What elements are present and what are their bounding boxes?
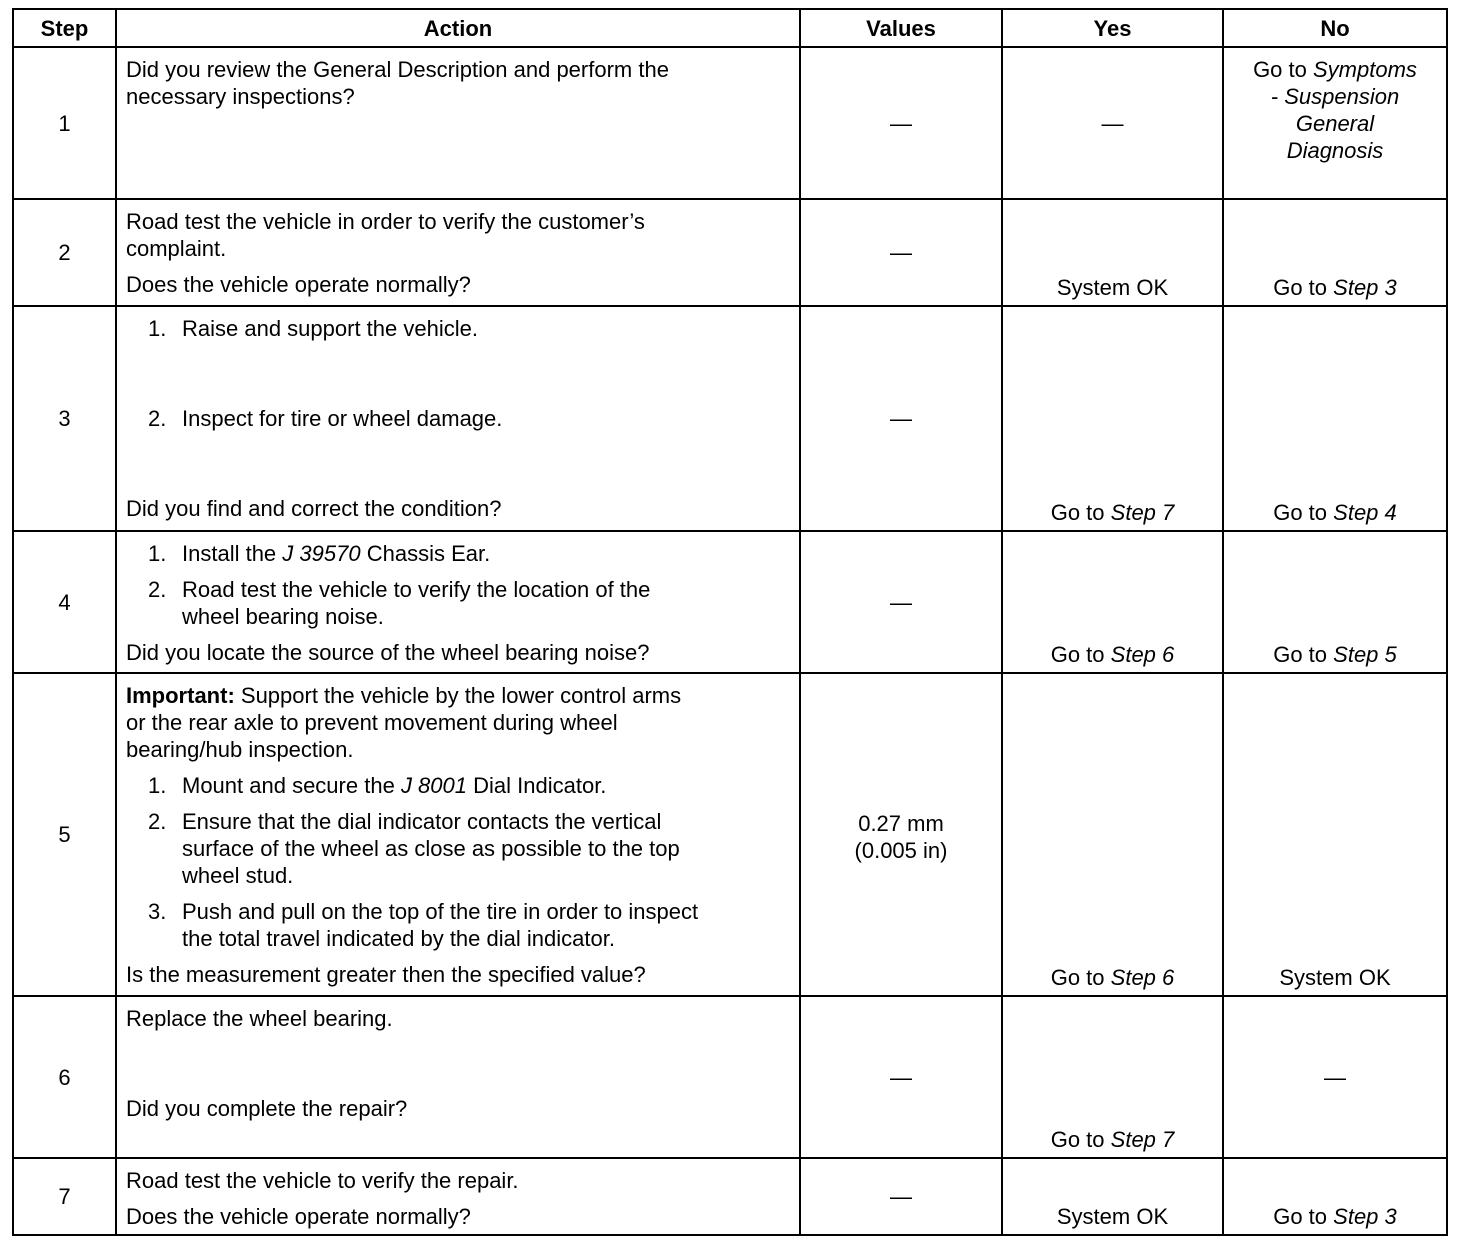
action-question: Does the vehicle operate normally? [126, 272, 471, 297]
action-text: necessary inspections? [126, 84, 355, 109]
list-text [182, 540, 790, 567]
yes-cell [1002, 306, 1223, 531]
action-cell [116, 996, 800, 1158]
yes-prefix: Go to [1050, 1127, 1105, 1152]
list-text [182, 772, 790, 799]
no-cell [1223, 199, 1447, 306]
yes-cell: System OK [1002, 1158, 1223, 1235]
table-row [13, 996, 1447, 1158]
header-step: Step [13, 9, 116, 47]
no-cell: — [1223, 996, 1447, 1158]
list-item [126, 808, 790, 889]
step-number: 5 [13, 673, 116, 996]
action-question: Did you locate the source of the wheel bearing noise? [126, 640, 650, 665]
table-row [13, 47, 1447, 199]
list-number: 1. [148, 773, 167, 798]
list-item [126, 898, 790, 952]
no-reference: Step 4 [1333, 500, 1397, 525]
yes-cell [1002, 673, 1223, 996]
list-number: 2. [148, 809, 167, 834]
values-cell: — [800, 996, 1002, 1158]
action-cell [116, 306, 800, 531]
table-row [13, 1158, 1447, 1235]
action-question: Is the measurement greater then the specified value? [126, 962, 646, 987]
list-text [182, 576, 790, 630]
yes-cell: System OK [1002, 199, 1223, 306]
step-number: 6 [13, 996, 116, 1158]
diagnostic-table [12, 8, 1448, 1236]
no-cell [1223, 47, 1447, 199]
important-label: Important: [126, 683, 235, 708]
action-text: complaint. [126, 236, 227, 261]
important-note [126, 682, 790, 709]
yes-reference: Step 7 [1110, 1127, 1175, 1152]
list-item [126, 772, 790, 799]
no-prefix: Go to [1253, 57, 1307, 82]
no-prefix: Go to [1273, 275, 1328, 300]
yes-cell [1002, 996, 1223, 1158]
list-text-line: the total travel indicated by the dial indicator. [182, 926, 615, 951]
list-text-pre: Install the [182, 541, 277, 566]
action-cell [116, 531, 800, 673]
step-number: 7 [13, 1158, 116, 1235]
list-text-post: Dial Indicator. [473, 773, 607, 798]
values-cell: — [800, 531, 1002, 673]
yes-reference: Step 6 [1110, 965, 1175, 990]
table-row [13, 531, 1447, 673]
yes-reference: Step 6 [1110, 642, 1175, 667]
no-cell [1223, 1158, 1447, 1235]
values-cell: — [800, 306, 1002, 531]
no-cell [1223, 306, 1447, 531]
step-number: 4 [13, 531, 116, 673]
header-action: Action [116, 9, 800, 47]
action-question: Did you find and correct the condition? [126, 496, 502, 521]
no-reference: Step 5 [1333, 642, 1397, 667]
yes-prefix: Go to [1050, 500, 1105, 525]
list-text-line: Ensure that the dial indicator contacts the vertical [182, 809, 662, 834]
no-reference: - Suspension [1270, 84, 1400, 109]
header-yes: Yes [1002, 9, 1223, 47]
no-reference: Step 3 [1333, 1204, 1397, 1229]
list-text-line: surface of the wheel as close as possible to the top [182, 836, 680, 861]
step-number: 3 [13, 306, 116, 531]
step-number: 1 [13, 47, 116, 199]
important-text: Support the vehicle by the lower control arms [240, 683, 682, 708]
list-number: 3. [148, 899, 167, 924]
no-reference: Step 3 [1333, 275, 1397, 300]
list-text: Raise and support the vehicle. [182, 316, 478, 341]
list-item [126, 540, 790, 567]
action-cell [116, 673, 800, 996]
list-text-line: Road test the vehicle to verify the location of the [182, 577, 651, 602]
action-text: Road test the vehicle to verify the repair. [126, 1168, 519, 1193]
no-cell: System OK [1223, 673, 1447, 996]
no-reference: General [1295, 111, 1375, 136]
list-text [182, 808, 790, 889]
no-prefix: Go to [1273, 1204, 1328, 1229]
table-row [13, 306, 1447, 531]
no-reference: Diagnosis [1286, 138, 1384, 163]
action-question: Did you complete the repair? [126, 1096, 408, 1121]
header-row [13, 9, 1447, 47]
tool-reference: J 8001 [400, 773, 467, 798]
action-question: Does the vehicle operate normally? [126, 1204, 471, 1229]
value-metric: 0.27 mm [858, 811, 944, 836]
yes-prefix: Go to [1050, 642, 1105, 667]
action-cell [116, 199, 800, 306]
values-cell: — [800, 199, 1002, 306]
no-prefix: Go to [1273, 500, 1328, 525]
list-text-post: Chassis Ear. [366, 541, 491, 566]
list-text-line: Push and pull on the top of the tire in order to inspect [182, 899, 699, 924]
action-text: Road test the vehicle in order to verify the customer’s [126, 209, 645, 234]
table-row [13, 199, 1447, 306]
value-imperial: (0.005 in) [854, 838, 948, 863]
step-number: 2 [13, 199, 116, 306]
list-item [126, 405, 790, 432]
list-text-pre: Mount and secure the [182, 773, 395, 798]
yes-reference: Step 7 [1110, 500, 1175, 525]
list-text [182, 898, 790, 952]
list-item [126, 315, 790, 342]
important-text: or the rear axle to prevent movement during wheel [126, 710, 618, 735]
values-cell [800, 673, 1002, 996]
header-no: No [1223, 9, 1447, 47]
no-cell [1223, 531, 1447, 673]
list-number: 2. [148, 406, 167, 431]
action-text: Replace the wheel bearing. [126, 1006, 393, 1031]
no-prefix: Go to [1273, 642, 1328, 667]
list-item [126, 576, 790, 630]
tool-reference: J 39570 [282, 541, 361, 566]
values-cell: — [800, 47, 1002, 199]
yes-prefix: Go to [1050, 965, 1105, 990]
important-text: bearing/hub inspection. [126, 737, 354, 762]
list-text-line: wheel stud. [182, 863, 294, 888]
list-text-line: wheel bearing noise. [182, 604, 384, 629]
yes-cell [1002, 531, 1223, 673]
yes-cell: — [1002, 47, 1223, 199]
list-text: Inspect for tire or wheel damage. [182, 406, 503, 431]
no-reference: Symptoms [1313, 57, 1417, 82]
list-number: 2. [148, 577, 167, 602]
action-text: Did you review the General Description and perform the [126, 57, 669, 82]
list-number: 1. [148, 316, 167, 341]
action-cell [116, 47, 800, 199]
table-row [13, 673, 1447, 996]
values-cell: — [800, 1158, 1002, 1235]
list-number: 1. [148, 541, 167, 566]
action-cell [116, 1158, 800, 1235]
header-values: Values [800, 9, 1002, 47]
